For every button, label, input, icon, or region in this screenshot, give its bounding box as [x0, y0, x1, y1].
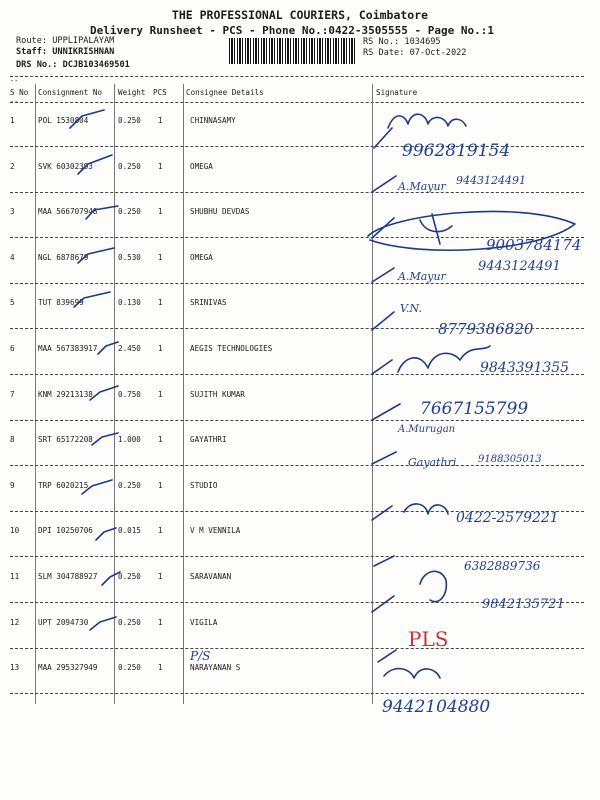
weight-value: 2.450	[118, 344, 141, 353]
pieces-count: 1	[158, 526, 163, 536]
serial-number: 11	[10, 572, 20, 581]
consignee-note: P/S	[190, 649, 211, 663]
signature-phone: 9188305013	[478, 454, 542, 465]
consignment-number: UPT 2094730	[38, 617, 89, 627]
signature-phone: 9962819154	[402, 141, 511, 161]
signature-phone: 9003784174	[486, 236, 582, 254]
consignee-name: SHUBHU DEVDAS	[190, 207, 250, 217]
consignee-name: V M VENNILA	[190, 526, 241, 536]
signature-phone: 6382889736	[464, 559, 541, 573]
consignment-number: POL 1530804	[38, 116, 89, 125]
col-header-weight: Weight	[118, 88, 146, 97]
col-header-pcs: PCS	[153, 88, 167, 97]
consignment-number: MAA 566707948	[38, 207, 98, 217]
consignment-number: SRT 65172208	[38, 435, 93, 445]
serial-number: 7	[10, 389, 15, 399]
weight-value: 0.250	[118, 116, 141, 125]
pieces-count: 1	[158, 389, 163, 399]
signature-phone: 8779386820	[438, 320, 534, 338]
signature-phone: 9842135721	[482, 597, 565, 612]
signature-mark: PLS	[408, 627, 449, 651]
pieces-count: 1	[158, 252, 163, 262]
rs-date: RS Date: 07-Oct-2022	[363, 48, 467, 58]
col-header-consignment: Consignment No	[38, 88, 103, 97]
pieces-count: 1	[158, 161, 163, 171]
consignee-name: SARAVANAN	[190, 572, 232, 581]
serial-number: 12	[10, 617, 20, 627]
divider-marks: --	[10, 77, 19, 85]
drs-number: DRS No.: DCJB103469501	[16, 60, 130, 70]
weight-value: 0.250	[118, 663, 141, 673]
pieces-count: 1	[158, 207, 163, 217]
serial-number: 3	[10, 207, 15, 217]
signature-phone: 9843391355	[480, 360, 570, 376]
signature-phone: 9443124491	[478, 259, 561, 274]
divider-marks: --	[10, 98, 19, 106]
consignment-number: TUT 839699	[38, 298, 84, 308]
pieces-count: 1	[158, 435, 163, 445]
serial-number: 1	[10, 116, 15, 125]
signature-name: A.Mayur	[398, 270, 446, 283]
consignee-name: SRINIVAS	[190, 298, 227, 308]
consignment-number: TRP 6020215	[38, 480, 89, 490]
pieces-count: 1	[158, 116, 163, 125]
serial-number: 8	[10, 435, 15, 445]
rs-number: RS No.: 1034695	[363, 37, 441, 47]
pieces-count: 1	[158, 480, 163, 490]
signature-checks	[372, 128, 400, 662]
consignment-number: MAA 567383917	[38, 344, 98, 353]
consignment-number: MAA 295327949	[38, 663, 98, 673]
pieces-count: 1	[158, 298, 163, 308]
weight-value: 1.000	[118, 435, 141, 445]
tick-marks	[70, 110, 120, 630]
weight-value: 0.250	[118, 207, 141, 217]
col-header-signature: Signature	[376, 88, 418, 97]
consignee-name: VIGILA	[190, 617, 218, 627]
weight-value: 0.530	[118, 252, 141, 262]
consignment-number: NGL 6878679	[38, 252, 89, 262]
consignee-name: GAYATHRI	[190, 435, 227, 445]
col-header-sno: S No	[10, 88, 29, 97]
consignee-name: SUJITH KUMAR	[190, 389, 245, 399]
pieces-count: 1	[158, 344, 163, 353]
pieces-count: 1	[158, 617, 163, 627]
weight-value: 0.130	[118, 298, 141, 308]
serial-number: 9	[10, 480, 15, 490]
consignee-name: OMEGA	[190, 252, 213, 262]
weight-value: 0.250	[118, 480, 141, 490]
serial-number: 13	[10, 663, 20, 673]
runsheet-subtitle: Delivery Runsheet - PCS - Phone No.:0422-3505555 - Page No.:1	[90, 24, 494, 37]
consignment-number: KNM 29213138	[38, 389, 93, 399]
serial-number: 2	[10, 161, 15, 171]
consignee-name: OMEGA	[190, 161, 213, 171]
weight-value: 0.750	[118, 389, 141, 399]
staff-label: Staff: UNNIKRISHNAN	[16, 47, 115, 57]
signature-name: A.Mayur	[398, 180, 446, 193]
signature-name: V.N.	[400, 302, 422, 315]
consignment-number: SVK 60302393	[38, 161, 93, 171]
consignee-name: AEGIS TECHNOLOGIES	[190, 344, 273, 353]
weight-value: 0.250	[118, 617, 141, 627]
weight-value: 0.250	[118, 572, 141, 581]
serial-number: 4	[10, 252, 15, 262]
pieces-count: 1	[158, 572, 163, 581]
signature-phone: 9443124491	[456, 174, 526, 187]
signature-phone: 0422-2579221	[456, 510, 559, 526]
signature-name: A.Murugan	[398, 424, 456, 435]
consignee-name: STUDIO	[190, 480, 218, 490]
weight-value: 0.015	[118, 526, 141, 536]
company-title: THE PROFESSIONAL COURIERS, Coimbatore	[171, 8, 429, 22]
signature-phone: 9442104880	[382, 697, 491, 717]
route-label: Route: UPPLIPALAYAM	[16, 36, 115, 46]
serial-number: 6	[10, 344, 15, 353]
consignee-name: NARAYANAN S	[190, 663, 241, 673]
consignee-name: CHINNASAMY	[190, 116, 236, 125]
signature-scribbles	[368, 114, 575, 678]
serial-number: 10	[10, 526, 20, 536]
col-header-consignee: Consignee Details	[186, 88, 264, 97]
signature-phone: 7667155799	[420, 399, 529, 419]
signature-name: Gayathri	[408, 456, 457, 469]
consignment-number: SLM 304788927	[38, 572, 98, 581]
pieces-count: 1	[158, 663, 163, 673]
serial-number: 5	[10, 298, 15, 308]
weight-value: 0.250	[118, 161, 141, 171]
consignment-number: DPI 10250706	[38, 526, 93, 536]
